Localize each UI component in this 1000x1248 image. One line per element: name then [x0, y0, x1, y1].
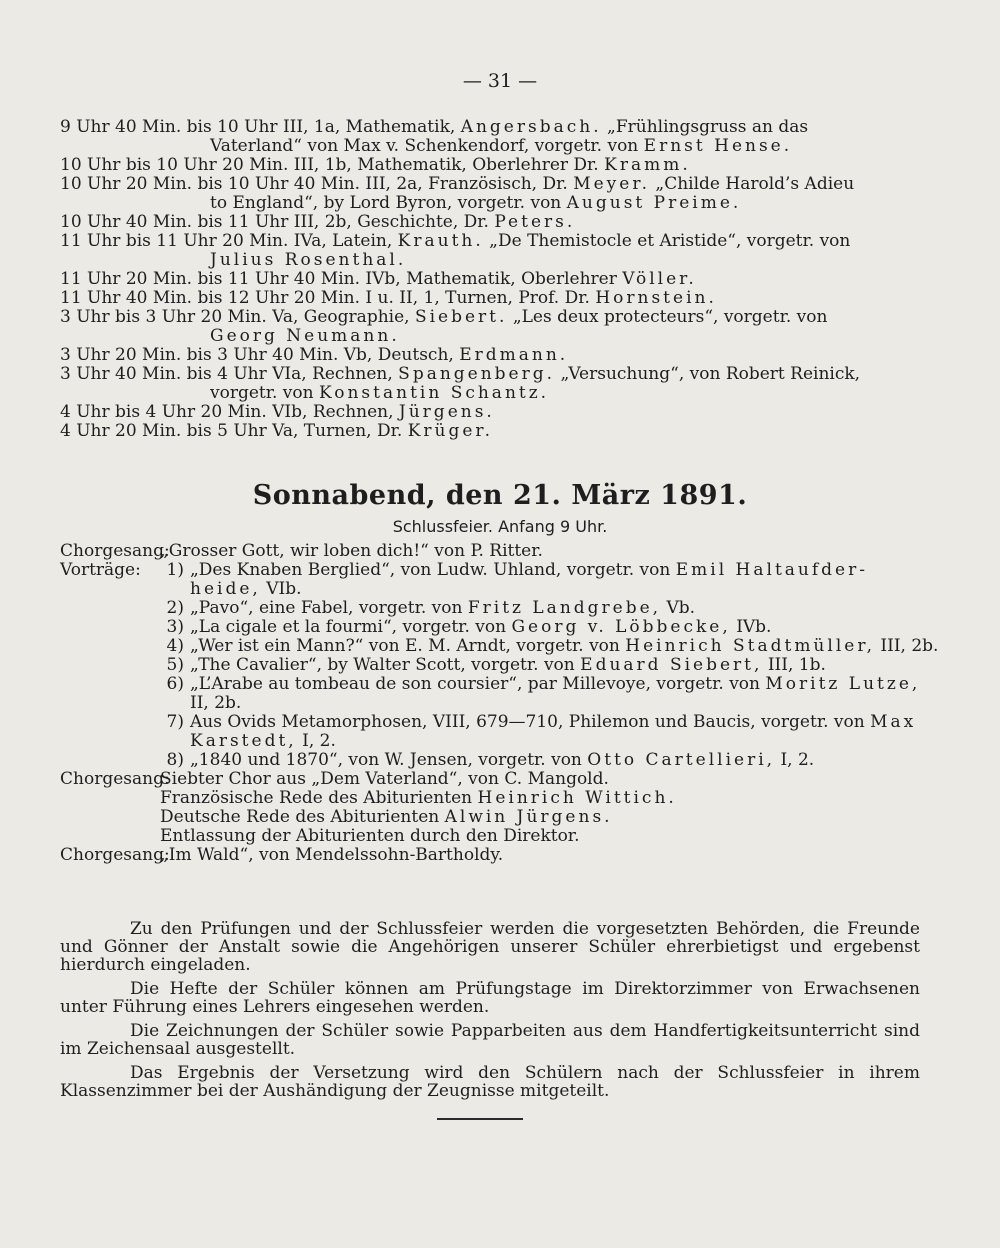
schedule-entry: 11 Uhr bis 11 Uhr 20 Min. IVa, Latein, Krauth. „De Themistocle et Aristide“, vorgetr. von Julius Rosenthal.: [60, 232, 940, 270]
note-paragraph: Die Hefte der Schüler können am Prüfungstage im Direktorzimmer von Erwachsenen unter Führung eines Lehrers eingesehen werden.: [60, 979, 920, 1017]
schedule-entry: 3 Uhr bis 3 Uhr 20 Min. Va, Geographie, Siebert. „Les deux protecteurs“, vorgetr. von Georg Neumann.: [60, 308, 940, 346]
program-line-chor3: [60, 846, 940, 865]
program-line-chor1: [60, 542, 940, 561]
schedule-entry-continuation: Vaterland“ von Max v. Schenkendorf, vorgetr. von Ernst Hense.: [210, 136, 793, 156]
program-line-rede2: Deutsche Rede des Abiturienten Alwin Jürgens.: [160, 807, 613, 827]
schedule-entry: 9 Uhr 40 Min. bis 10 Uhr III, 1a, Mathematik, Angersbach. „Frühlingsgruss an das Vaterland“ von Max v. Schenkendorf, vorgetr. von Ernst Hense.: [60, 118, 940, 156]
chor-label: Chorgesang:: [60, 769, 170, 789]
schedule-entry: 11 Uhr 20 Min. bis 11 Uhr 40 Min. IVb, Mathematik, Oberlehrer Völler.: [60, 269, 697, 289]
item-number: 4): [166, 636, 184, 656]
item-number: 5): [166, 655, 184, 675]
item-number: 7): [166, 712, 184, 732]
closing-rule: [437, 1118, 523, 1120]
program-item: 2) „Pavo“, eine Fabel, vorgetr. von Fritz Landgrebe, Vb.: [150, 599, 940, 618]
schedule-entry: 10 Uhr bis 10 Uhr 20 Min. III, 1b, Mathematik, Oberlehrer Dr. Kramm.: [60, 155, 691, 175]
schedule-entry: 4 Uhr 20 Min. bis 5 Uhr Va, Turnen, Dr. Krüger.: [60, 421, 494, 441]
schedule-entry: 10 Uhr 20 Min. bis 10 Uhr 40 Min. III, 2a, Französisch, Dr. Meyer. „Childe Harold’s Adieu to England“, by Lord Byron, vorgetr. von August Preime.: [60, 175, 940, 213]
note-paragraph: Das Ergebnis der Versetzung wird den Schülern nach der Schlussfeier in ihrem Klassenzimmer bei der Aushändigung der Zeugnisse mitgeteilt.: [60, 1063, 920, 1101]
program-item: 6) „L’Arabe au tombeau de son coursier“, par Millevoye, vorgetr. von Moritz Lutze, II, 2b.: [150, 675, 940, 713]
section-subheading: Schlussfeier. Anfang 9 Uhr.: [392, 517, 608, 536]
program-item: 4) „Wer ist ein Mann?“ von E. M. Arndt, vorgetr. von Heinrich Stadtmüller, III, 2b.: [150, 637, 940, 656]
item-number: 2): [166, 598, 184, 618]
chor-label: Chorgesang:: [60, 845, 170, 865]
schedule-entry: 3 Uhr 20 Min. bis 3 Uhr 40 Min. Vb, Deutsch, Erdmann.: [60, 345, 569, 365]
vortraege-label: Vorträge:: [60, 560, 141, 580]
schedule-entry: 3 Uhr 40 Min. bis 4 Uhr VIa, Rechnen, Spangenberg. „Versuchung“, von Robert Reinick, vorgetr. von Konstantin Schantz.: [60, 365, 940, 403]
item-number: 8): [166, 750, 184, 770]
exam-schedule: [60, 118, 940, 441]
program-item: 5) „The Cavalier“, by Walter Scott, vorgetr. von Eduard Siebert, III, 1b.: [150, 656, 940, 675]
item-number: 3): [166, 617, 184, 637]
closing-notes: [60, 920, 920, 1106]
schedule-entry-continuation: Julius Rosenthal.: [210, 250, 407, 270]
chor-text: „Im Wald“, von Mendelssohn-Bartholdy.: [160, 845, 504, 865]
section-heading: Sonnabend, den 21. März 1891.: [252, 480, 748, 511]
program-line-rede1: Französische Rede des Abiturienten Heinrich Wittich.: [160, 788, 677, 808]
program-item: 8) „1840 und 1870“, von W. Jensen, vorgetr. von Otto Cartellieri, I, 2.: [150, 751, 940, 770]
program-line-entlassung: Entlassung der Abiturienten durch den Direktor.: [160, 826, 580, 846]
schedule-entry: 10 Uhr 40 Min. bis 11 Uhr III, 2b, Geschichte, Dr. Peters.: [60, 212, 576, 232]
chor-label: Chorgesang:: [60, 541, 170, 561]
ceremony-program: [60, 542, 940, 865]
program-item: 7) Aus Ovids Metamorphosen, VIII, 679—710, Philemon und Baucis, vorgetr. von Max Karstedt, I, 2.: [150, 713, 940, 751]
program-line-chor2: [60, 770, 940, 789]
schedule-entry-continuation: Georg Neumann.: [210, 326, 400, 346]
schedule-entry-continuation: to England“, by Lord Byron, vorgetr. von August Preime.: [210, 193, 742, 213]
program-item: 1) „Des Knaben Berglied“, von Ludw. Uhland, vorgetr. von Emil Haltaufder- heide, VIb.: [150, 561, 940, 599]
chor-text: Siebter Chor aus „Dem Vaterland“, von C. Mangold.: [160, 769, 609, 789]
schedule-entry: 4 Uhr bis 4 Uhr 20 Min. VIb, Rechnen, Jürgens.: [60, 402, 495, 422]
schedule-entry-continuation: vorgetr. von Konstantin Schantz.: [210, 383, 550, 403]
chor-text: „Grosser Gott, wir loben dich!“ von P. Ritter.: [160, 541, 543, 561]
note-paragraph: Die Zeichnungen der Schüler sowie Papparbeiten aus dem Handfertigkeitsunterricht sind im Zeichensaal ausgestellt.: [60, 1021, 920, 1059]
note-paragraph: Zu den Prüfungen und der Schlussfeier werden die vorgesetzten Behörden, die Freunde und Gönner der Anstalt sowie die Angehörigen unserer Schüler ehrerbietigst und ergebenst hierdurch eingeladen.: [60, 919, 920, 975]
schedule-entry: 11 Uhr 40 Min. bis 12 Uhr 20 Min. I u. II, 1, Turnen, Prof. Dr. Hornstein.: [60, 288, 717, 308]
item-number: 6): [166, 674, 184, 694]
program-item: 3) „La cigale et la fourmi“, vorgetr. von Georg v. Löbbecke, IVb.: [150, 618, 940, 637]
page-number: — 31 —: [462, 70, 538, 92]
item-number: 1): [166, 560, 184, 580]
